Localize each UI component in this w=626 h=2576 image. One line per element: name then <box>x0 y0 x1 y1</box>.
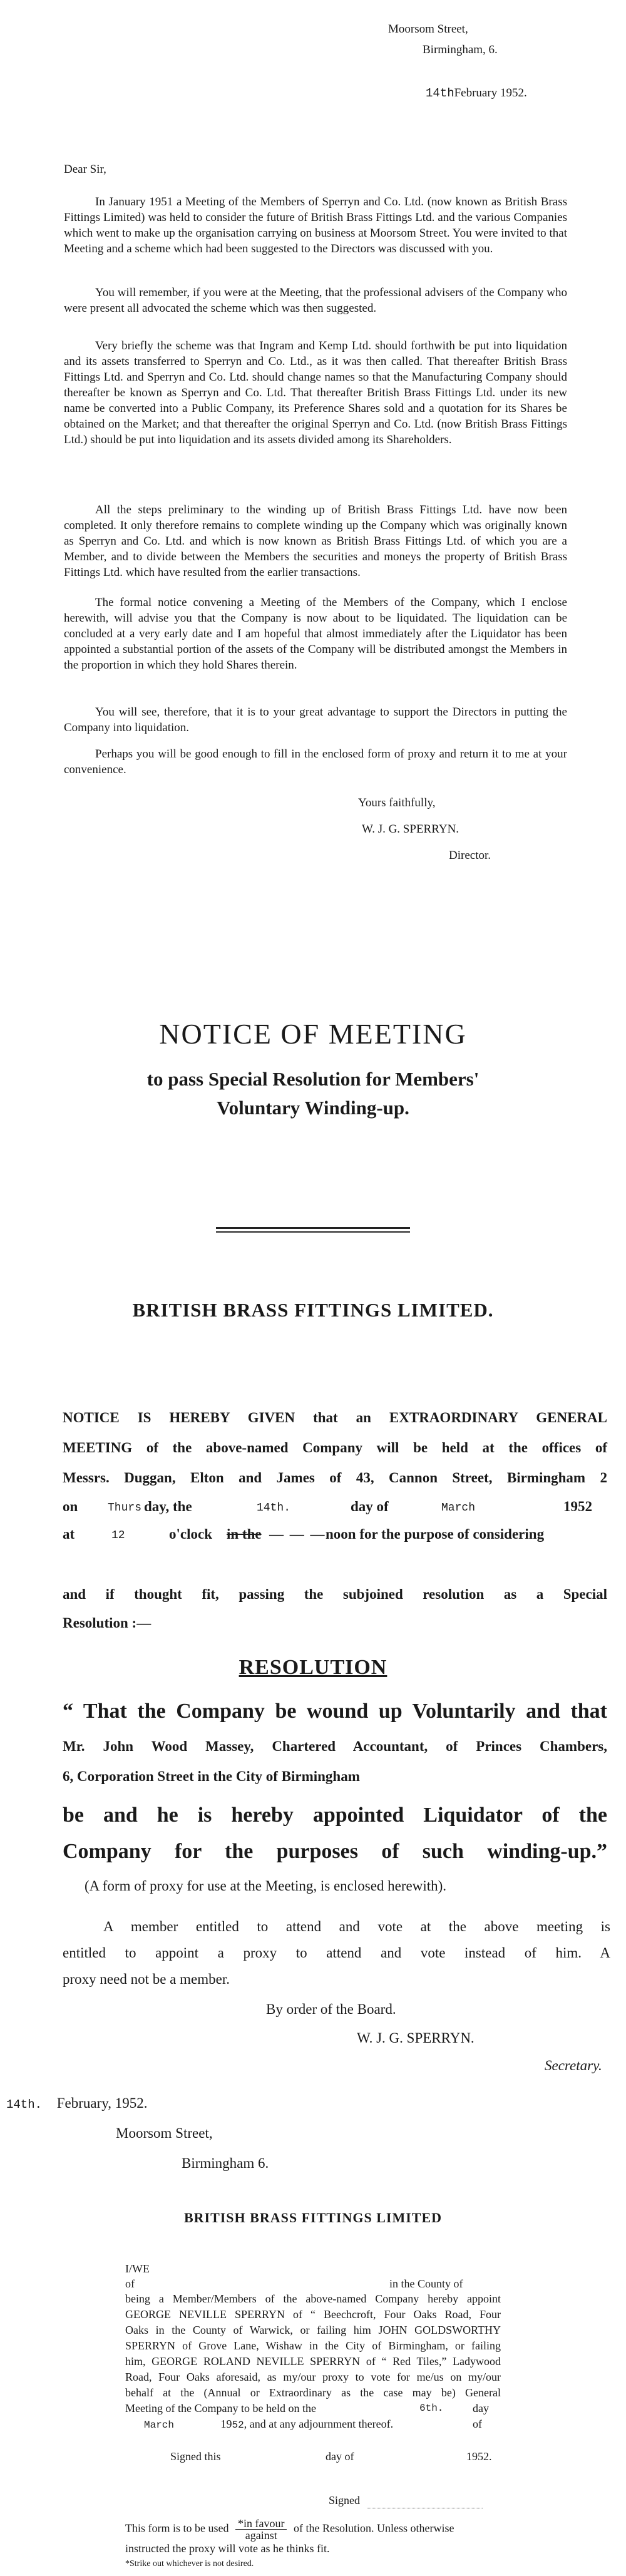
resolution-line-4: be and he is hereby appointed Liquidator of the <box>63 1804 607 1827</box>
letter-paragraph-7: Perhaps you will be good enough to fill in the enclosed form of proxy and return it to me at your convenience. <box>64 747 567 776</box>
letter-paragraph-4: All the steps preliminary to the winding up of British Brass Fittings Ltd. have now been completed. It only therefore remains to complete winding up the Company which was originally known as Sperryn and Co. Ltd. and which is now known as British Brass Fittings Ltd. of which you are a Member, and to divide between the Members the securities and moneys the property of British Brass Fittings Ltd. which have resulted from the earlier transactions. <box>64 503 567 579</box>
notice-line-1: NOTICE IS HEREBY GIVEN that an EXTRAORDINARY GENERAL <box>63 1410 607 1425</box>
resolution-line-2: Mr. John Wood Massey, Chartered Accountant, of Princes Chambers, <box>63 1738 607 1754</box>
notice-line-6 <box>63 1585 607 1604</box>
member-line-2: entitled to appoint a proxy to attend and vote instead of him. A <box>63 1945 610 1961</box>
special-word: Special <box>563 1586 607 1602</box>
proxy-line-9 <box>125 2416 501 2433</box>
letter-date-typed: 14th <box>426 86 454 100</box>
signed-day-of: day of <box>326 2450 354 2463</box>
signature-line <box>329 2493 483 2508</box>
proxy-line-2: GEORGE NEVILLE SPERRYN of “ Beechcroft, Four Oaks Road, Four <box>125 2308 501 2321</box>
proxy-line-5: him, GEORGE ROLAND NEVILLE SPERRYN of “ Red Tiles,” Ladywood <box>125 2355 501 2368</box>
oclock: o'clock <box>169 1526 212 1542</box>
proxy-body <box>125 2291 501 2433</box>
at-word: at <box>63 1526 75 1542</box>
notice-address-2: Birmingham 6. <box>182 2155 269 2171</box>
letter-paragraph-1: In January 1951 a Meeting of the Members of Sperryn and Co. Ltd. (now known as British Brass Fittings Limited) was held to consider the future of British Brass Fittings Ltd. and the various Companies which went to make up the organisation carrying on business at Moorsom Street. You were invited to that Meeting and a scheme which had been suggested to the Directors was discussed with you. <box>64 195 567 255</box>
notice-signatory: W. J. G. SPERRYN. <box>357 2030 475 2046</box>
notice-date-printed: February, 1952. <box>56 2095 148 2111</box>
day-suffix: day, the <box>144 1499 192 1514</box>
letter-date-printed: February 1952. <box>454 86 527 100</box>
member-line-1: A member entitled to attend and vote at the above meeting is <box>103 1919 610 1934</box>
favour-against-choice <box>235 2518 287 2541</box>
month-typed: March <box>441 1502 476 1514</box>
letter-paragraph-5: The formal notice convening a Meeting of the Members of the Company, which I enclose herewith, will advise you that the Company is now about to be liquidated. The liquidation can be concluded at a very early date and I am hopeful that almost immediately after the Liquidator has been appointed a substantial portion of the assets of the Company will be distributed amongst the Members in the proportion in which they hold Shares therein. <box>64 596 567 672</box>
resolution-label: Resolution :— <box>63 1615 151 1631</box>
proxy-of: of <box>125 2277 135 2290</box>
proxy-line-4: SPERRYN of Grove Lane, Wishaw in the City of Birmingham, or failing <box>125 2339 501 2352</box>
proxy-iwe: I/WE <box>125 2262 150 2275</box>
notice-date-typed: 14th. <box>6 2098 43 2112</box>
salutation: Dear Sir, <box>64 163 106 176</box>
in-favour-option: *in favour <box>235 2518 287 2530</box>
against-option: against <box>245 2529 277 2542</box>
held-on-text: Meeting of the Company to be held on the <box>125 2402 316 2414</box>
notice-subtitle-2: Voluntary Winding-up. <box>217 1097 409 1119</box>
proxy-in-county: in the County of <box>389 2277 463 2290</box>
closing-text: Yours faithfully, <box>358 796 436 809</box>
day-typed: Thurs <box>108 1502 142 1514</box>
proxy-line-1: being a Member/Members of the above-named Company hereby appoint <box>125 2292 501 2305</box>
letter-signatory: W. J. G. SPERRYN. <box>362 823 459 836</box>
member-line-3: proxy need not be a member. <box>63 1971 230 1987</box>
letter-paragraph-6: You will see, therefore, that it is to your great advantage to support the Directors in putting the Company into liquidation. <box>64 706 567 734</box>
year-typed: 52 <box>232 2419 244 2431</box>
use-suffix: of the Resolution. Unless otherwise <box>293 2522 454 2535</box>
resolution-line-1: “ That the Company be wound up Voluntarily and that <box>63 1700 607 1723</box>
proxy-line-3: Oaks in the County of Warwick, or failing him JOHN GOLDSWORTHY <box>125 2324 501 2336</box>
resolution-heading: RESOLUTION <box>239 1656 387 1679</box>
resolution-line-3: 6, Corporation Street in the City of Birmingham <box>63 1768 360 1784</box>
noon-text: noon for the purpose of considering <box>326 1526 545 1542</box>
letter-signatory-title: Director. <box>449 849 491 862</box>
notice-line-4 <box>63 1497 607 1516</box>
letter-paragraph-3: Very briefly the scheme was that Ingram and Kemp Ltd. should forthwith be put into liquidation and its assets transferred to Sperryn and Co. Ltd., as it was then called. That thereafter British Brass Fittings Ltd. and Sperryn and Co. Ltd. should change names so that the Manufacturing Company should thereafter be known as Sperryn and Co. Ltd. That thereafter British Brass Fittings Ltd. under its new name be converted into a Public Company, its Preference Shares sold and a quotation for its Shares be obtained on the Market; and that thereafter the original Sperryn and Co. Ltd. (now British Brass Fittings Ltd.) should be put into liquidation and its assets divided among its Shareholders. <box>64 339 567 446</box>
proxy-form-title: BRITISH BRASS FITTINGS LIMITED <box>183 2210 443 2225</box>
letter-address <box>388 19 498 60</box>
resolution-line-5: Company for the purposes of such winding-up.” <box>63 1840 607 1863</box>
address-line-1: Moorsom Street, <box>388 23 468 36</box>
use-prefix: This form is to be used <box>125 2522 229 2535</box>
notice-line-6-text: and if thought fit, passing the subjoined resolution as a <box>63 1586 544 1602</box>
letter-closing <box>358 790 491 869</box>
letter-paragraph-2: You will remember, if you were at the Meeting, that the professional advisers of the Company who were present all advocated the scheme which was then suggested. <box>64 286 567 315</box>
held-day-typed: 6th. <box>419 2403 444 2414</box>
address-line-2: Birmingham, 6. <box>423 43 498 56</box>
company-name: BRITISH BRASS FITTINGS LIMITED. <box>132 1299 494 1321</box>
proxy-usage-line-2: instructed the proxy will vote as he thinks fit. <box>125 2542 330 2555</box>
proxy-month-typed: March <box>144 2419 175 2431</box>
double-rule-divider <box>216 1227 410 1233</box>
signed-this: Signed this <box>170 2450 221 2463</box>
notice-line-3: Messrs. Duggan, Elton and James of 43, Cannon Street, Birmingham 2 <box>63 1470 607 1486</box>
signed-label: Signed <box>329 2494 361 2507</box>
proxy-enclosed-note: (A form of proxy for use at the Meeting, is enclosed herewith). <box>85 1878 447 1894</box>
proxy-line-6: Road, Four Oaks aforesaid, as my/our proxy to vote for me/us on my/our <box>125 2371 501 2383</box>
notice-subtitle-1: to pass Special Resolution for Members' <box>146 1068 480 1090</box>
notice-signatory-title: Secretary. <box>545 2058 602 2073</box>
day-of: day of <box>351 1499 389 1514</box>
notice-line-5 <box>63 1525 607 1544</box>
adjournment-text: , and at any adjournment thereof. <box>244 2418 394 2430</box>
footnote: *Strike out whichever is not desired. <box>125 2559 254 2568</box>
by-order: By order of the Board. <box>266 2001 396 2017</box>
notice-date <box>6 2092 148 2116</box>
notice-year: 1952 <box>563 1499 592 1514</box>
proxy-usage <box>125 2518 501 2557</box>
strike-dashes: — — — <box>269 1526 326 1542</box>
proxy-usage-line-1 <box>125 2518 501 2541</box>
notice-address-1: Moorsom Street, <box>116 2125 213 2141</box>
date-typed: 14th. <box>257 1502 291 1514</box>
year-prefix: 19 <box>220 2418 232 2430</box>
notice-line-2: MEETING of the above-named Company will be held at the offices of <box>63 1440 607 1455</box>
notice-title: NOTICE OF MEETING <box>159 1018 467 1050</box>
on-word: on <box>63 1499 78 1514</box>
held-day-of: day of <box>473 2402 489 2430</box>
proxy-line-7: behalf at the (Annual or Extraordinary as the case may be) General <box>125 2386 501 2399</box>
struck-in-the: in the <box>227 1526 262 1542</box>
hour-typed: 12 <box>111 1529 125 1542</box>
signed-year: 1952. <box>466 2450 492 2463</box>
letter-date <box>426 86 527 100</box>
